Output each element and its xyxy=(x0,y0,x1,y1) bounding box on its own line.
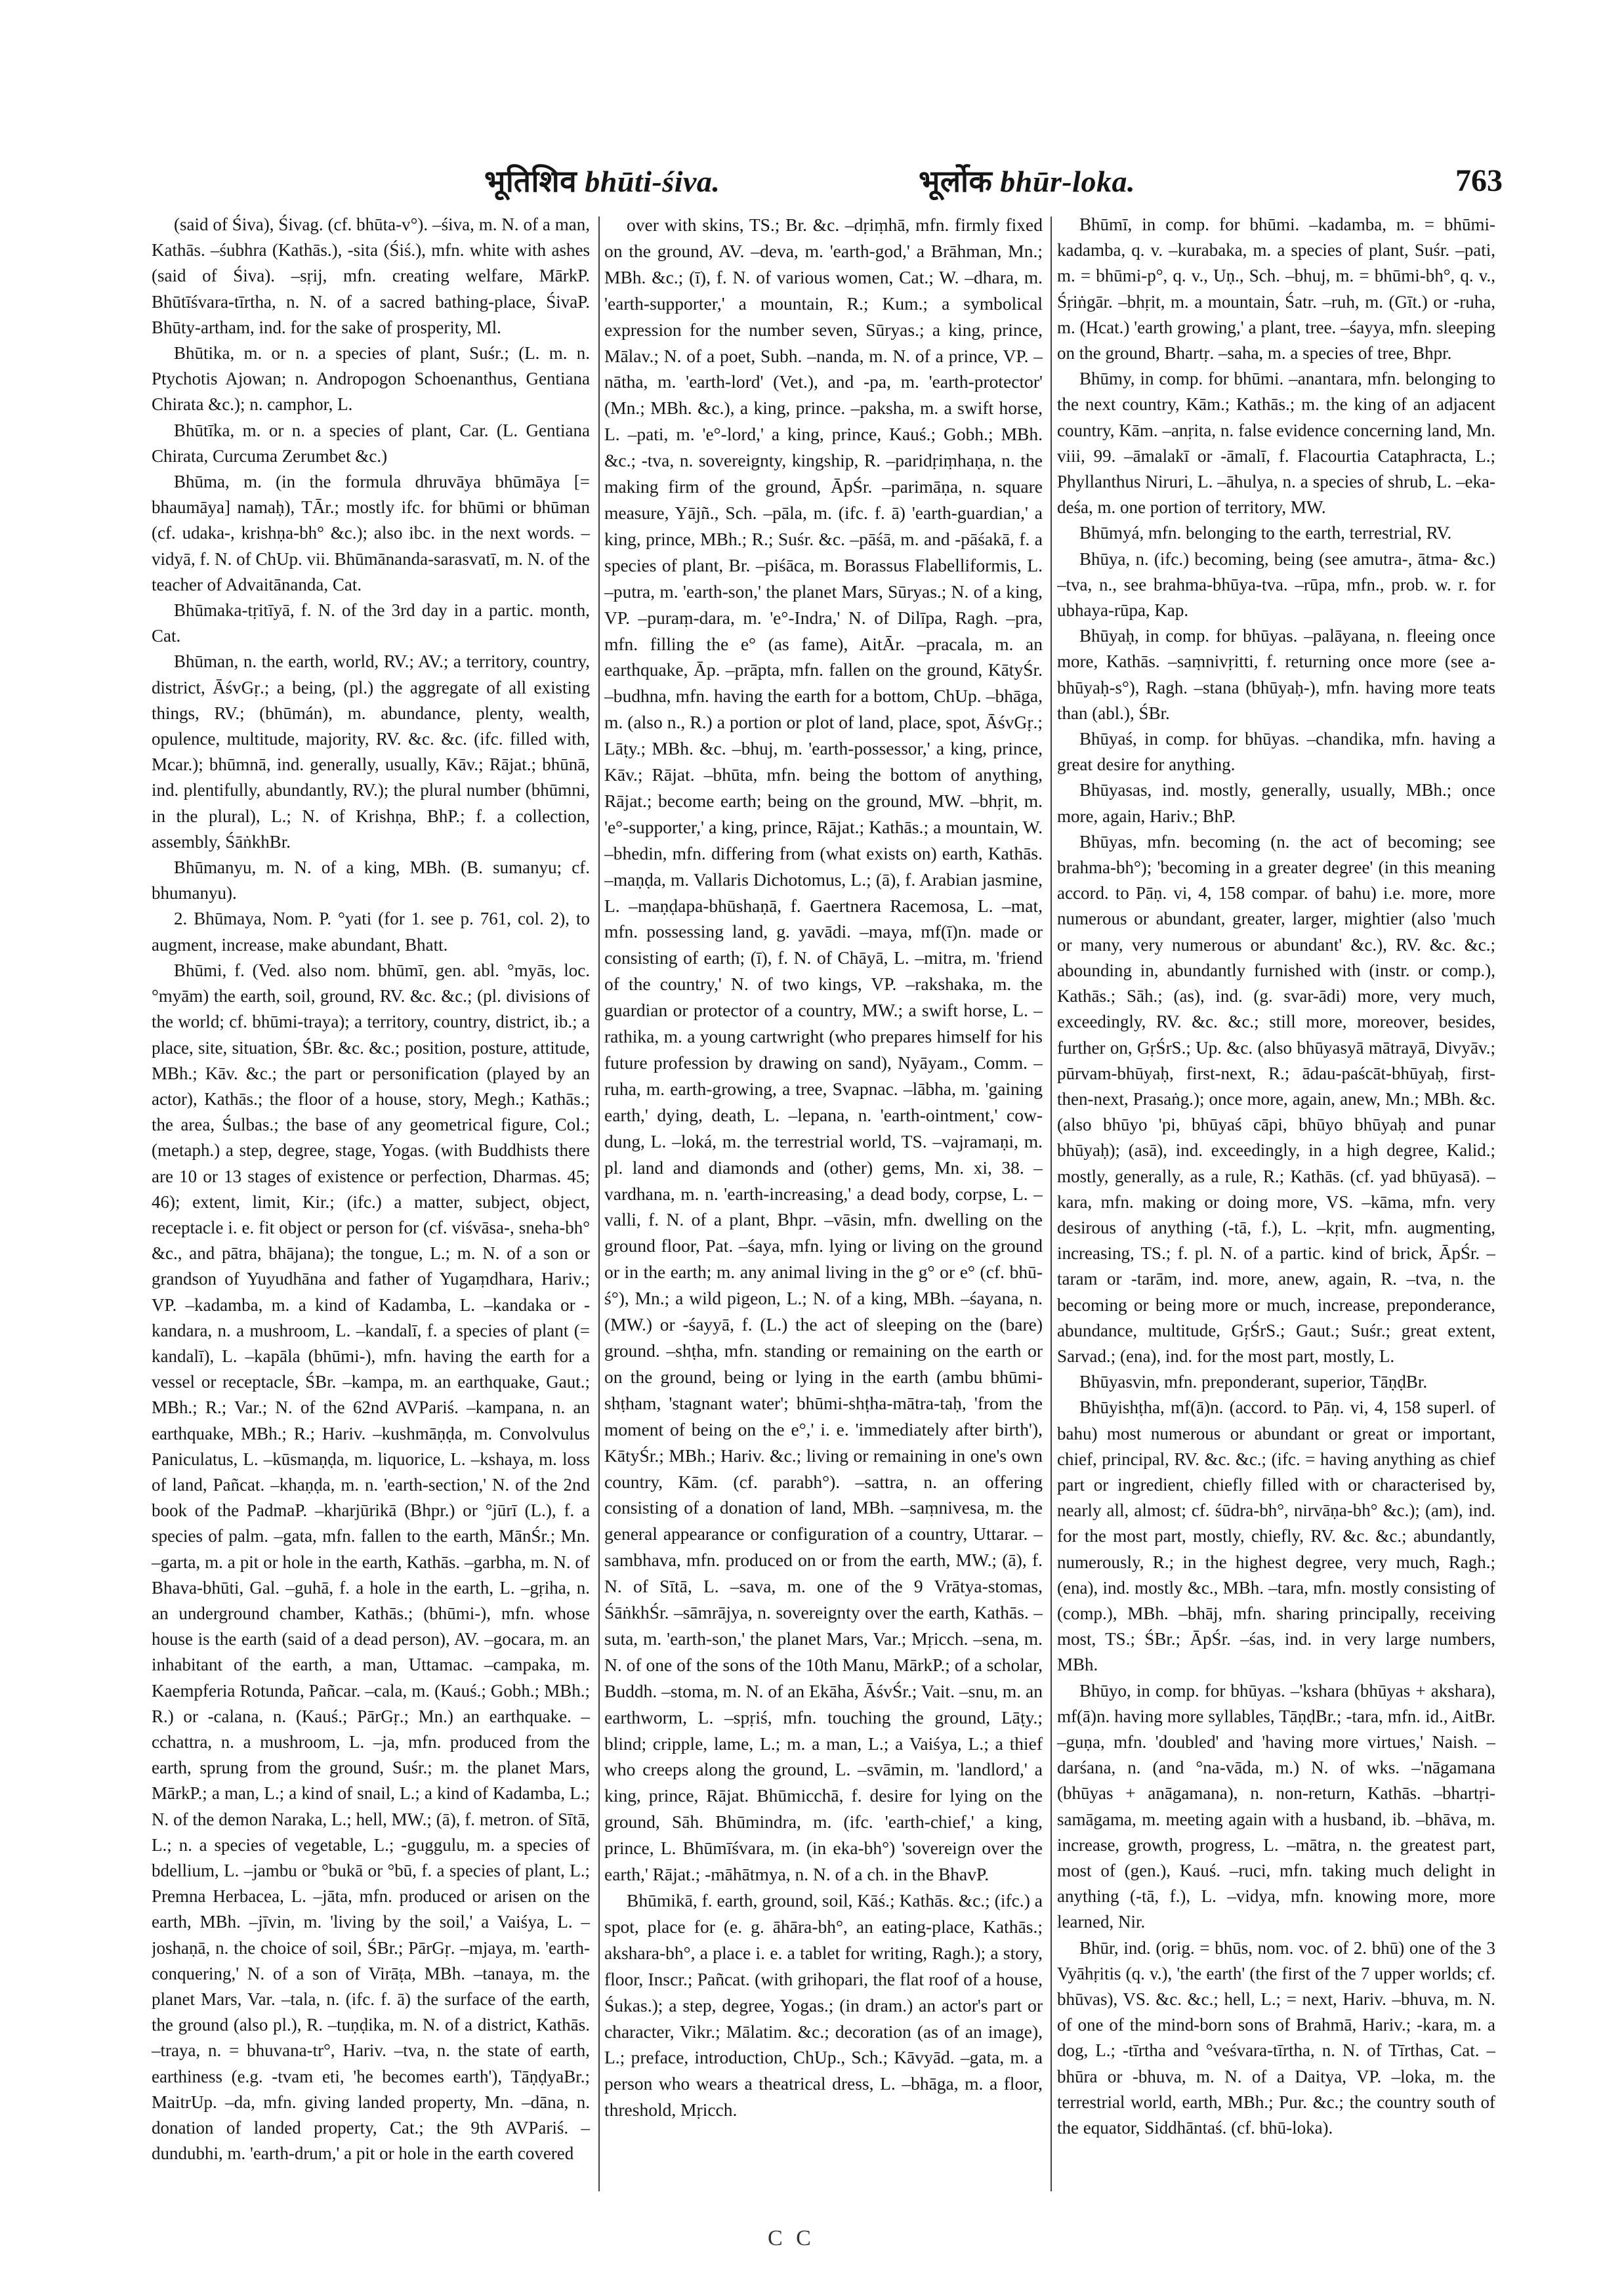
dictionary-entry: Bhūmyá, mfn. belonging to the earth, terrestrial, RV. xyxy=(1079,523,1452,543)
dictionary-entry: Bhūmikā, f. earth, ground, soil, Kāś.; Kathās. &c.; (ifc.) a spot, place for (e. g. āhāra-bh°, an eating-place, Kathās.; akshara-bh°, a place i. e. a tablet for writing, Ragh.); a story, floor, Inscr.; Pañcat. (with grihopari, the flat roof of a house, Śukas.); a step, degree, Yogas.; (in dram.) an actor's part or character, Vikr.; Mālatim. &c.; decoration (as of an image), L.; preface, introduction, ChUp., Sch.; Kāvyād. –gata, m. a person who wears a theatrical dress, L. –bhāga, m. a floor, threshold, Mṛicch. xyxy=(604,1890,1043,2120)
dictionary-entry: Bhūyaḥ, in comp. for bhūyas. –palāyana, n. fleeing once more, Kathās. –saṃnivṛitti, f. returning once more (see a-bhūyaḥ-s°), Ragh. –stana (bhūyaḥ-), mfn. having more teats than (abl.), ŚBr. xyxy=(1057,626,1495,723)
dictionary-body xyxy=(152,212,1497,2200)
page-header xyxy=(0,161,1624,207)
right-running-head xyxy=(919,161,1135,201)
right-head-transliteration: bhūr-loka. xyxy=(1000,165,1135,198)
dictionary-entry: Bhūmanyu, m. N. of a king, MBh. (B. sumanyu; cf. bhumanyu). xyxy=(152,858,590,903)
left-head-transliteration: bhūti-śiva. xyxy=(585,165,720,198)
dictionary-entry: Bhūmi, f. (Ved. also nom. bhūmī, gen. abl. °myās, loc. °myām) the earth, soil, ground, RV. &c. &c.; (pl. divisions of the world; cf. bhūmi-traya); a territory, country, district, ib.; a place, site, situation, ŚBr. &c. &c.; position, posture, attitude, MBh.; Kāv. &c.; the part or personification (played by an actor), Kathās.; the floor of a house, story, Megh.; Kathās.; the area, Śulbas.; the base of any geometrical figure, Col.; (metaph.) a step, degree, stage, Yogas. (with Buddhists there are 10 or 13 stages of existence or perfection, Dharmas. 45; 46); extent, limit, Kir.; (ifc.) a matter, subject, object, receptacle i. e. fit object or person for (cf. viśvāsa-, sneha-bh° &c., and pātra, bhājana); the tongue, L.; m. N. of a son or grandson of Yuyudhāna and father of Yugaṃdhara, Hariv.; VP. –kadamba, m. a kind of Kadamba, L. –kandaka or -kandara, n. a mushroom, L. –kandalī, f. a species of plant (= kandalī), L. –kapāla (bhūmi-), mfn. having the earth for a vessel or receptacle, ŚBr. –kampa, m. an earthquake, Gaut.; MBh.; R.; Var.; N. of the 62nd AVPariś. –kampana, n. an earthquake, MBh.; R.; Hariv. –kushmāṇḍa, m. Convolvulus Paniculatus, L. –kūsmaṇḍa, m. liquorice, L. –kshaya, m. loss of land, Pañcat. –khaṇḍa, m. n. 'earth-section,' N. of the 2nd book of the PadmaP. –kharjūrikā (Bhpr.) or °jūrī (L.), f. a species of palm. –gata, mfn. fallen to the earth, MānŚr.; Mn. –garta, m. a pit or hole in the earth, Kathās. –garbha, m. N. of Bhava-bhūti, Gal. –guhā, f. a hole in the earth, L. –gṛiha, n. an underground chamber, Kathās.; (bhūmi-), mfn. whose house is the earth (said of a dead person), AV. –gocara, m. an inhabitant of the earth, a man, Uttamac. –campaka, m. Kaempferia Rotunda, Pañcar. –cala, m. (Kauś.; Gobh.; MBh.; R.) or -calana, n. (Kauś.; PārGṛ.; Mn.) an earthquake. –cchattra, n. a mushroom, L. –ja, mfn. produced from the earth, sprung from the ground, Suśr.; m. the planet Mars, MārkP.; a man, L.; a kind of snail, L.; a kind of Kadamba, L.; N. of the demon Naraka, L.; hell, MW.; (ā), f. metron. of Sītā, L.; n. a species of vegetable, L.; -guggulu, m. a species of bdellium, L. –jambu or °bukā or °bū, f. a species of plant, L.; Premna Herbacea, L. –jāta, mfn. produced or arisen on the earth, MBh. –jīvin, m. 'living by the soil,' a Vaiśya, L. –joshaṇā, n. the choice of soil, ŚBr.; PārGṛ. –mjaya, m. 'earth-conquering,' N. of a son of Virāṭa, MBh. –tanaya, m. the planet Mars, Var. –tala, n. (ifc. f. ā) the surface of the earth, the ground (also pl.), R. –tuṇḍika, m. N. of a district, Kathās. –traya, n. = bhuvana-tr°, Hariv. –tva, n. the state of earth, earthiness (e.g. -tvam eti, 'he becomes earth'), TāṇḍyaBr.; MaitrUp. –da, mfn. giving landed property, Mn. –dāna, n. donation of landed property, Cat.; the 9th AVPariś. –dundubhi, m. 'earth-drum,' a pit or hole in the earth covered xyxy=(152,960,590,2164)
dictionary-entry: Bhūman, n. the earth, world, RV.; AV.; a territory, country, district, ĀśvGṛ.; a being, (pl.) the aggregate of all existing things, RV.; (bhūmán), m. abundance, plenty, wealth, opulence, multitude, majority, RV. &c. &c. (ifc. filled with, Mcar.); bhūmnā, ind. generally, usually, Kāv.; Rājat.; bhūnā, ind. plentifully, abundantly, RV.); the plural number (bhūmni, in the plural), L.; N. of Krishṇa, BhP.; f. a collection, assembly, ŚāṅkhBr. xyxy=(152,651,590,852)
dictionary-entry: Bhūr, ind. (orig. = bhūs, nom. voc. of 2. bhū) one of the 3 Vyāhṛitis (q. v.), 'the earth' (the first of the 7 upper worlds; cf. bhūvas), VS. &c. &c.; hell, L.; = next, Hariv. –bhuva, m. N. of one of the mind-born sons of Brahmā, Hariv.; -kara, m. a dog, L.; -tīrtha and °veśvara-tīrtha, n. N. of Tīrthas, Cat. –bhūra or -bhuva, m. N. of a Daitya, VP. –loka, m. the terrestrial world, earth, MBh.; Pur. &c.; the country south of the equator, Siddhāntaś. (cf. bhū-loka). xyxy=(1057,1937,1495,2138)
dictionary-entry: Bhūyishṭha, mf(ā)n. (accord. to Pāṇ. vi, 4, 158 superl. of bahu) most numerous or abundant or great or important, chief, principal, RV. &c. &c.; (ifc. = having anything as chief part or ingredient, chiefly filled with or characterised by, nearly all, almost; cf. śūdra-bh°, nirvāṇa-bh° &c.); (am), ind. for the most part, mostly, chiefly, RV. &c. &c.; abundantly, numerously, R.; in the highest degree, very much, Ragh.; (ena), ind. mostly &c., MBh. –tara, mfn. mostly consisting of (comp.), MBh. –bhāj, mfn. sharing principally, receiving most, TS.; ŚBr.; ĀpŚr. –śas, ind. in very large numbers, MBh. xyxy=(1057,1397,1495,1675)
dictionary-entry: 2. Bhūmaya, Nom. P. °yati (for 1. see p. 761, col. 2), to augment, increase, make abundant, Bhatt. xyxy=(152,909,590,955)
column-right xyxy=(1057,212,1495,2200)
dictionary-entry: Bhūya, n. (ifc.) becoming, being (see amutra-, ātma- &c.) –tva, n., see brahma-bhūya-tva. –rūpa, mfn., prob. w. r. for ubhaya-rūpa, Kap. xyxy=(1057,548,1495,621)
dictionary-entry: Bhūyasas, ind. mostly, generally, usually, MBh.; once more, again, Hariv.; BhP. xyxy=(1057,780,1495,826)
dictionary-entry: Bhūtīka, m. or n. a species of plant, Car. (L. Gentiana Chirata, Curcuma Zerumbet &c.) xyxy=(152,420,590,466)
dictionary-entry: Bhūyasvin, mfn. preponderant, superior, TāṇḍBr. xyxy=(1079,1372,1428,1392)
dictionary-entry: Bhūmaka-tṛitīyā, f. N. of the 3rd day in a partic. month, Cat. xyxy=(152,600,590,646)
dictionary-entry: Bhūyo, in comp. for bhūyas. –'kshara (bhūyas + akshara), mf(ā)n. having more syllables, TāṇḍBr.; -tara, mfn. id., AitBr. –guṇa, mfn. 'doubled' and 'having more virtues,' Naish. –darśana, n. (and °na-vāda, m.) N. of wks. –'nāgamana (bhūyas + anāgamana), n. non-return, Kathās. –bhartṛi-samāgama, m. meeting again with a husband, ib. –bhāva, m. increase, growth, progress, L. –mātra, n. the greatest part, most of (gen.), Kauś. –ruci, mfn. taking much delight in anything (-tā, f.), L. –vidya, mfn. knowing more, more learned, Nir. xyxy=(1057,1680,1495,1932)
dictionary-entry: Bhūtika, m. or n. a species of plant, Suśr.; (L. m. n. Ptychotis Ajowan; n. Andropogon Schoenanthus, Gentiana Chirata &c.); n. camphor, L. xyxy=(152,343,590,415)
page-number: 763 xyxy=(1455,163,1503,198)
dictionary-entry: Bhūmy, in comp. for bhūmi. –anantara, mfn. belonging to the next country, Kām.; Kathās.; m. the king of an adjacent country, Kām. –anṛita, n. false evidence concerning land, Mn. viii, 99. –āmalakī or -āmalī, f. Flacourtia Cataphracta, L.; Phyllanthus Niruri, L. –āhulya, n. a species of shrub, L. –eka-deśa, m. one portion of territory, MW. xyxy=(1057,369,1495,518)
dictionary-entry: over with skins, TS.; Br. &c. –dṛiṃhā, mfn. firmly fixed on the ground, AV. –deva, m. 'earth-god,' a Brāhman, Mn.; MBh. &c.; (ī), f. N. of various women, Cat.; W. –dhara, m. 'earth-supporter,' a mountain, R.; Kum.; a symbolical expression for the number seven, Sūryas.; a king, prince, Mālav.; N. of a poet, Subh. –nanda, m. N. of a prince, VP. –nātha, m. 'earth-lord' (Vet.), and -pa, m. 'earth-protector' (Mn.; MBh. &c.), a king, prince. –paksha, m. a swift horse, L. –pati, m. 'e°-lord,' a king, prince, Kauś.; Gobh.; MBh. &c.; -tva, n. sovereignty, kingship, R. –paridṛiṃhaṇa, n. the making firm of the ground, ĀpŚr. –parimāṇa, n. square measure, Yājñ., Sch. –pāla, m. (ifc. f. ā) 'earth-guardian,' a king, prince, MBh.; R.; Suśr. &c. –pāśā, m. and -pāśakā, f. a species of plant, Br. –piśāca, m. Borassus Flabelliformis, L. –putra, m. 'earth-son,' the planet Mars, Sūryas.; N. of a king, VP. –puraṃ-dara, m. 'e°-Indra,' N. of Dilīpa, Ragh. –pra, mfn. filling the e° (as fame), AitĀr. –pracala, m. an earthquake, Āp. –prāpta, mfn. fallen on the ground, KātyŚr. –budhna, mfn. having the earth for a bottom, ChUp. –bhāga, m. (also n., R.) a portion or plot of land, place, spot, ĀśvGṛ.; Lāṭy.; MBh. &c. –bhuj, m. 'earth-possessor,' a king, prince, Kāv.; Rājat. –bhūta, mfn. being the bottom of anything, Rājat.; become earth; being on the ground, MW. –bhṛit, m. 'e°-supporter,' a king, prince, Rājat.; Kathās.; a mountain, W. –bhedin, mfn. differing from (what exists on) earth, Kathās. –maṇḍa, m. Vallaris Dichotomus, L.; (ā), f. Arabian jasmine, L. –maṇḍapa-bhūshaṇā, f. Gaertnera Racemosa, L. –mat, mfn. possessing land, g. yavādi. –maya, mf(ī)n. made or consisting of earth; (ī), f. N. of Chāyā, L. –mitra, m. 'friend of the country,' N. of two kings, VP. –rakshaka, m. the guardian or protector of a country, MW.; a swift horse, L. –rathika, m. a young cartwright (who prepares himself for his future profession by drawing on sand), Nyāyam., Comm. –ruha, m. earth-growing, a tree, Svapnac. –lābha, m. 'gaining earth,' dying, death, L. –lepana, n. 'earth-ointment,' cow-dung, L. –loká, m. the terrestrial world, TS. –vajramaṇi, m. pl. land and diamonds and (other) gems, Mn. xi, 38. –vardhana, m. n. 'earth-increasing,' a dead body, corpse, L. –valli, f. N. of a plant, Bhpr. –vāsin, mfn. dwelling on the ground floor, Pat. –śaya, mfn. lying or living on the ground or in the earth; m. any animal living in the g° or e° (cf. bhū-ś°), Mn.; a wild pigeon, L.; N. of a king, MBh. –śayana, n. (MW.) or -śayyā, f. (L.) the act of sleeping on the (bare) ground. –shṭha, mfn. standing or remaining on the earth or on the ground, being or lying in the earth (ambu bhūmi-shṭham, 'stagnant water'; bhūmi-shṭha-mātra-taḥ, 'from the moment of being on the e°,' i. e. 'immediately after birth'), KātyŚr.; MBh.; Hariv. &c.; living or remaining in one's own country, Kām. (cf. parabh°). –sattra, n. an offering consisting of a donation of land, MBh. –saṃnivesa, m. the general appearance or configuration of a country, Uttarar. –sambhava, mfn. produced on or from the earth, MW.; (ā), f. N. of Sītā, L. –sava, m. one of the 9 Vrātya-stomas, ŚāṅkhŚr. –sāmrājya, n. sovereignty over the earth, Kathās. –suta, m. 'earth-son,' the planet Mars, Var.; Mṛicch. –sena, m. N. of one of the sons of the 10th Manu, MārkP.; of a scholar, Buddh. –stoma, m. N. of an Ekāha, ĀśvŚr.; Vait. –snu, m. an earthworm, L. –spṛiś, mfn. touching the ground, Lāṭy.; blind; cripple, lame, L.; m. a man, L.; a Vaiśya, L.; a thief who creeps along the ground, L. –svāmin, m. 'landlord,' a king, prince, Rājat. Bhūmicchā, f. desire for lying on the ground, Sāh. Bhūmindra, m. (ifc. 'earth-chief,' a king, prince, L. Bhūmīśvara, m. (in eka-bh°) 'sovereign over the earth,' Rājat.; -māhātmya, n. N. of a ch. in the BhavP. xyxy=(604,215,1043,1885)
right-head-devanagari: भूर्लोक xyxy=(919,163,993,199)
dictionary-entry: Bhūma, m. (in the formula dhruvāya bhūmāya [= bhaumāya] namaḥ), TĀr.; mostly ifc. for bhūmi or bhūman (cf. udaka-, krishṇa-bh° &c.); also ibc. in the next words. –vidyā, f. N. of ChUp. vii. Bhūmānanda-sarasvatī, m. N. of the teacher of Advaitānanda, Cat. xyxy=(152,472,590,594)
left-head-devanagari: भूतिशिव xyxy=(484,163,577,199)
left-running-head xyxy=(484,161,720,201)
dictionary-entry: Bhūyas, mfn. becoming (n. the act of becoming; see brahma-bh°); 'becoming in a greater degree' (in this meaning accord. to Pāṇ. vi, 4, 158 compar. of bahu) i.e. more, more numerous or abundant, greater, larger, mightier (also 'much or many, very numerous or abundant' &c.), RV. &c. &c.; abounding in, abundantly furnished with (instr. or comp.), Kathās.; Sāh.; (as), ind. (g. svar-ādi) more, very much, exceedingly, RV. &c. &c.; still more, moreover, besides, further on, GṛŚrS.; Up. &c. (also bhūyasyā mātrayā, Divyāv.; pūrvam-bhūyaḥ, first-next, R.; ādau-paścāt-bhūyaḥ, first-then-next, Prasaṅg.); once more, again, anew, Mn.; MBh. &c. (also bhūyo 'pi, bhūyaś cāpi, bhūyo bhūyaḥ and punar bhūyaḥ); (asā), ind. exceedingly, in a high degree, Kalid.; mostly, generally, as a rule, R.; Kathās. (cf. yad bhūyasā). –kara, mfn. making or doing more, VS. –kāma, mfn. very desirous of anything (-tā, f.), L. –kṛit, mfn. augmenting, increasing, TS.; f. pl. N. of a partic. kind of brick, ĀpŚr. –taram or -tarām, ind. more, anew, again, R. –tva, n. the becoming or being more or much, increase, preponderance, abundance, multitude, GṛŚrS.; Gaut.; Suśr.; great extent, Sarvad.; (ena), ind. for the most part, mostly, L. xyxy=(1057,831,1495,1366)
dictionary-entry: Bhūyaś, in comp. for bhūyas. –chandika, mfn. having a great desire for anything. xyxy=(1057,729,1495,775)
dictionary-entry: (said of Śiva), Śivag. (cf. bhūta-v°). –śiva, m. N. of a man, Kathās. –śubhra (Kathās.), -sita (Śiś.), mfn. white with ashes (said of Śiva). –sṛij, mfn. creating welfare, MārkP. Bhūtīśvara-tīrtha, n. N. of a sacred bathing-place, ŚivaP. Bhūty-artham, ind. for the sake of prosperity, Ml. xyxy=(152,215,590,337)
column-left xyxy=(152,212,590,2200)
printer-signature: C C xyxy=(768,2226,815,2250)
column-middle xyxy=(604,212,1043,2200)
dictionary-entry: Bhūmī, in comp. for bhūmi. –kadamba, m. = bhūmi-kadamba, q. v. –kurabaka, m. a species of plant, Suśr. –pati, m. = bhūmi-p°, q. v., Uṇ., Sch. –bhuj, m. = bhūmi-bh°, q. v., Śṛiṅgār. –bhṛit, m. a mountain, Śatr. –ruh, m. (Gīt.) or -ruha, m. (Hcat.) 'earth growing,' a plant, tree. –śayya, mfn. sleeping on the ground, Bhartṛ. –saha, m. a species of tree, Bhpr. xyxy=(1057,215,1495,363)
